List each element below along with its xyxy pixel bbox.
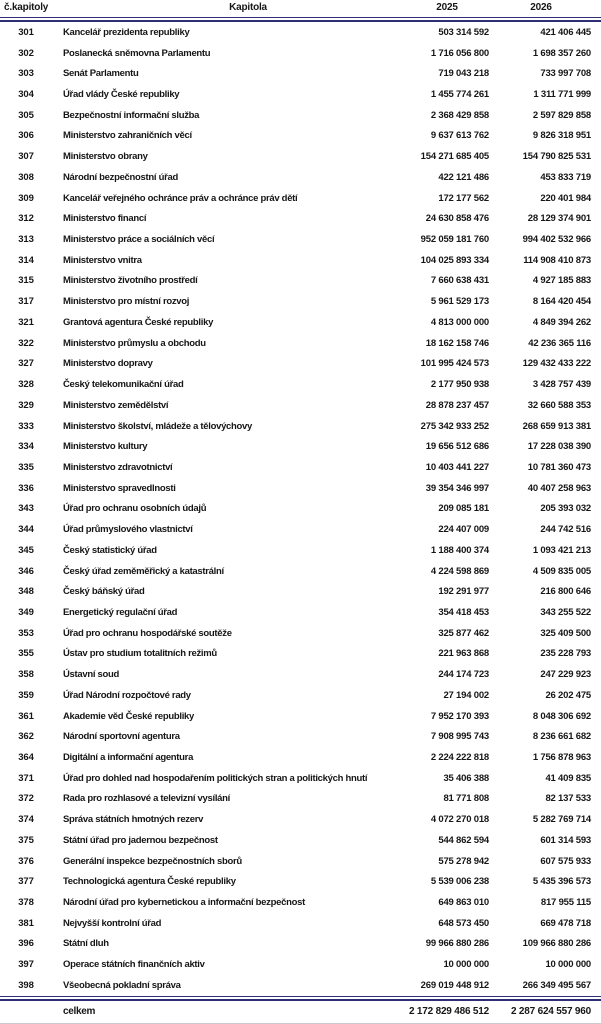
- amount-2026: 244 742 516: [540, 524, 591, 536]
- chapter-name: Technologická agentura České republiky: [63, 876, 236, 888]
- chapter-name: Digitální a informační agentura: [63, 752, 194, 764]
- chapter-name: Operace státních finančních aktiv: [63, 959, 205, 971]
- chapter-name: Ministerstvo průmyslu a obchodu: [63, 337, 206, 349]
- chapter-number: 377: [18, 876, 34, 888]
- chapter-name: Správa státních hmotných rezerv: [63, 814, 204, 826]
- chapter-number: 328: [18, 379, 34, 391]
- chapter-number: 309: [18, 192, 34, 204]
- chapter-name: Senát Parlamentu: [63, 68, 139, 80]
- chapter-number: 348: [18, 586, 34, 598]
- table-row: [0, 664, 601, 685]
- chapter-number: 305: [18, 109, 34, 121]
- amount-2025: 172 177 562: [438, 192, 489, 204]
- table-row: [0, 706, 601, 727]
- chapter-number: 343: [18, 503, 34, 515]
- amount-2026: 325 409 500: [540, 627, 591, 639]
- table-row: [0, 229, 601, 250]
- table-row: [0, 188, 601, 209]
- chapter-name: Grantová agentura České republiky: [63, 316, 214, 328]
- chapter-name: Ministerstvo školství, mládeže a tělovýchovy: [63, 420, 253, 432]
- chapter-number: 353: [18, 627, 34, 639]
- amount-2026: 129 432 433 222: [522, 358, 591, 370]
- chapter-name: Nejvyšší kontrolní úřad: [63, 917, 162, 929]
- amount-2025: 7 908 995 743: [430, 731, 489, 743]
- amount-2025: 648 573 450: [438, 917, 489, 929]
- amount-2025: 952 059 181 760: [420, 234, 489, 246]
- table-row: [0, 354, 601, 375]
- table-row: [0, 830, 601, 851]
- chapter-name: Ministerstvo zahraničních věcí: [63, 130, 192, 142]
- amount-2026: 8 236 661 682: [532, 731, 591, 743]
- table-row: [0, 84, 601, 105]
- amount-2025: 4 813 000 000: [430, 316, 489, 328]
- amount-2026: 266 349 495 567: [522, 979, 591, 991]
- chapter-number: 346: [18, 565, 34, 577]
- amount-2026: 8 048 306 692: [532, 710, 591, 722]
- chapter-name: Všeobecná pokladní správa: [63, 979, 181, 991]
- chapter-number: 359: [18, 689, 34, 701]
- chapter-name: Ministerstvo kultury: [63, 441, 148, 453]
- table-row: [0, 768, 601, 789]
- chapter-number: 336: [18, 482, 34, 494]
- amount-2025: 4 224 598 869: [430, 565, 489, 577]
- amount-2025: 35 406 388: [443, 772, 489, 784]
- amount-2026: 247 229 923: [540, 669, 591, 681]
- amount-2026: 4 927 185 883: [532, 275, 591, 287]
- amount-2025: 224 407 009: [438, 524, 489, 536]
- chapter-name: Český báňský úřad: [63, 586, 145, 598]
- table-row: [0, 602, 601, 623]
- amount-2026: 5 435 396 573: [532, 876, 591, 888]
- amount-2025: 1 188 400 374: [430, 544, 489, 556]
- chapter-number: 376: [18, 855, 34, 867]
- chapter-number: 378: [18, 897, 34, 909]
- chapter-number: 375: [18, 834, 34, 846]
- amount-2026: 10 000 000: [545, 959, 591, 971]
- amount-2026: 205 393 032: [540, 503, 591, 515]
- chapter-number: 333: [18, 420, 34, 432]
- chapter-name: Český úřad zeměměřický a katastrální: [63, 565, 224, 577]
- chapter-name: Úřad pro ochranu osobních údajů: [63, 503, 207, 515]
- amount-2025: 28 878 237 457: [425, 399, 489, 411]
- table-body: [0, 22, 601, 996]
- amount-2026: 9 826 318 951: [532, 130, 591, 142]
- amount-2026: 343 255 522: [540, 606, 591, 618]
- amount-2025: 269 019 448 912: [420, 979, 489, 991]
- amount-2026: 733 997 708: [540, 68, 591, 80]
- table-row: [0, 623, 601, 644]
- chapter-number: 304: [18, 89, 34, 101]
- header-year-2025: 2025: [436, 2, 458, 13]
- table-row: [0, 167, 601, 188]
- amount-2025: 275 342 933 252: [420, 420, 489, 432]
- amount-2025: 9 637 613 762: [430, 130, 489, 142]
- table-row: [0, 499, 601, 520]
- chapter-number: 322: [18, 337, 34, 349]
- chapter-number: 397: [18, 959, 34, 971]
- chapter-number: 321: [18, 316, 34, 328]
- chapter-name: Úřad vlády České republiky: [63, 89, 180, 101]
- amount-2025: 325 877 462: [438, 627, 489, 639]
- amount-2025: 81 771 808: [443, 793, 489, 805]
- table-row: [0, 561, 601, 582]
- amount-2026: 42 236 365 116: [528, 337, 591, 349]
- table-row: [0, 457, 601, 478]
- chapter-number: 364: [18, 752, 34, 764]
- chapter-name: Poslanecká sněmovna Parlamentu: [63, 47, 211, 59]
- chapter-name: Český telekomunikační úřad: [63, 379, 184, 391]
- chapter-number: 308: [18, 171, 34, 183]
- amount-2025: 19 656 512 686: [425, 441, 489, 453]
- amount-2025: 10 403 441 227: [425, 461, 489, 473]
- table-row: [0, 333, 601, 354]
- table-row: [0, 913, 601, 934]
- amount-2026: 8 164 420 454: [532, 296, 591, 308]
- chapter-name: Národní bezpečnostní úřad: [63, 171, 178, 183]
- table-row: [0, 478, 601, 499]
- amount-2026: 41 409 835: [545, 772, 591, 784]
- chapter-number: 398: [18, 979, 34, 991]
- amount-2025: 104 025 893 334: [420, 254, 489, 266]
- amount-2025: 7 952 170 393: [430, 710, 489, 722]
- amount-2025: 2 368 429 858: [430, 109, 489, 121]
- table-row: [0, 208, 601, 229]
- amount-2025: 503 314 592: [438, 26, 489, 38]
- amount-2026: 235 228 793: [540, 648, 591, 660]
- chapter-name: Generální inspekce bezpečnostních sborů: [63, 855, 242, 867]
- amount-2025: 2 177 950 938: [430, 379, 489, 391]
- amount-2025: 221 963 868: [438, 648, 489, 660]
- header-chapter-number: č.kapitoly: [4, 2, 49, 13]
- chapter-name: Ministerstvo financí: [63, 213, 147, 225]
- chapter-name: Český statistický úřad: [63, 544, 157, 556]
- table-row: [0, 395, 601, 416]
- amount-2026: 1 093 421 213: [532, 544, 591, 556]
- chapter-name: Ministerstvo obrany: [63, 151, 148, 163]
- table-row: [0, 540, 601, 561]
- table-row: [0, 644, 601, 665]
- amount-2026: 4 849 394 262: [532, 316, 591, 328]
- chapter-name: Ministerstvo dopravy: [63, 358, 153, 370]
- amount-2026: 1 311 771 999: [533, 89, 591, 101]
- chapter-number: 345: [18, 544, 34, 556]
- amount-2025: 24 630 858 476: [425, 213, 489, 225]
- table-row: [0, 436, 601, 457]
- chapter-number: 374: [18, 814, 34, 826]
- chapter-name: Rada pro rozhlasové a televizní vysílání: [63, 793, 230, 805]
- amount-2026: 4 509 835 005: [532, 565, 591, 577]
- total-label: celkem: [63, 1005, 96, 1017]
- table-row: [0, 312, 601, 333]
- amount-2025: 2 224 222 818: [430, 752, 489, 764]
- amount-2026: 669 478 718: [540, 917, 591, 929]
- amount-2026: 1 698 357 260: [532, 47, 591, 59]
- amount-2026: 114 908 410 873: [523, 254, 591, 266]
- chapter-number: 355: [18, 648, 34, 660]
- amount-2026: 10 781 360 473: [527, 461, 591, 473]
- table-row: [0, 747, 601, 768]
- header-year-2026: 2026: [530, 2, 552, 13]
- amount-2025: 5 961 529 173: [430, 296, 489, 308]
- amount-2025: 719 043 218: [438, 68, 489, 80]
- table-row: [0, 685, 601, 706]
- table-row: [0, 954, 601, 975]
- chapter-name: Bezpečnostní informační služba: [63, 109, 200, 121]
- chapter-name: Úřad Národní rozpočtové rady: [63, 689, 191, 701]
- amount-2025: 1 455 774 261: [430, 89, 489, 101]
- chapter-name: Ministerstvo práce a sociálních věcí: [63, 234, 215, 246]
- chapter-number: 362: [18, 731, 34, 743]
- chapter-name: Státní dluh: [63, 938, 109, 950]
- chapter-name: Ministerstvo spravedlnosti: [63, 482, 176, 494]
- table-row: [0, 126, 601, 147]
- table-row: [0, 789, 601, 810]
- amount-2025: 1 716 056 800: [430, 47, 489, 59]
- chapter-number: 303: [18, 68, 34, 80]
- amount-2025: 354 418 453: [438, 606, 489, 618]
- chapter-number: 344: [18, 524, 34, 536]
- chapter-name: Ministerstvo zdravotnictví: [63, 461, 173, 473]
- chapter-number: 329: [18, 399, 34, 411]
- amount-2026: 601 314 593: [540, 834, 591, 846]
- amount-2026: 82 137 533: [545, 793, 591, 805]
- table-row: [0, 871, 601, 892]
- amount-2025: 209 085 181: [438, 503, 489, 515]
- table-row: [0, 934, 601, 955]
- amount-2026: 453 833 719: [540, 171, 591, 183]
- amount-2026: 216 800 646: [540, 586, 591, 598]
- chapter-number: 334: [18, 441, 34, 453]
- amount-2026: 607 575 933: [540, 855, 591, 867]
- total-amount-2025: 2 172 829 486 512: [408, 1005, 489, 1017]
- table-row: [0, 581, 601, 602]
- amount-2025: 99 966 880 286: [425, 938, 489, 950]
- amount-2026: 28 129 374 901: [527, 213, 591, 225]
- table-row: [0, 63, 601, 84]
- chapter-number: 314: [18, 254, 34, 266]
- chapter-number: 306: [18, 130, 34, 142]
- chapter-name: Úřad průmyslového vlastnictví: [63, 524, 193, 536]
- amount-2025: 18 162 158 746: [425, 337, 489, 349]
- chapter-name: Národní úřad pro kybernetickou a informační bezpečnost: [63, 897, 305, 909]
- amount-2025: 5 539 006 238: [430, 876, 489, 888]
- chapter-name: Národní sportovní agentura: [63, 731, 180, 743]
- chapter-number: 349: [18, 606, 34, 618]
- amount-2026: 17 228 038 390: [527, 441, 591, 453]
- amount-2025: 101 995 424 573: [420, 358, 489, 370]
- amount-2025: 649 863 010: [438, 897, 489, 909]
- amount-2025: 192 291 977: [438, 586, 489, 598]
- table-row: [0, 809, 601, 830]
- chapter-name: Akademie věd České republiky: [63, 710, 195, 722]
- chapter-number: 317: [18, 296, 34, 308]
- amount-2026: 32 660 588 353: [527, 399, 591, 411]
- chapter-number: 361: [18, 710, 34, 722]
- amount-2026: 40 407 258 963: [527, 482, 591, 494]
- chapter-name: Ministerstvo vnitra: [63, 254, 142, 266]
- table-row: [0, 22, 601, 43]
- chapter-name: Státní úřad pro jadernou bezpečnost: [63, 834, 218, 846]
- table-row: [0, 43, 601, 64]
- chapter-number: 313: [18, 234, 34, 246]
- amount-2026: 109 966 880 286: [522, 938, 591, 950]
- table-row: [0, 374, 601, 395]
- total-row: [0, 1001, 601, 1022]
- chapter-name: Ústav pro studium totalitních režimů: [63, 648, 217, 660]
- amount-2026: 421 406 445: [540, 26, 591, 38]
- table-row: [0, 726, 601, 747]
- chapter-number: 315: [18, 275, 34, 287]
- table-header: [0, 0, 601, 17]
- amount-2026: 5 282 769 714: [532, 814, 591, 826]
- amount-2025: 244 174 723: [438, 669, 489, 681]
- amount-2026: 1 756 878 963: [532, 752, 591, 764]
- table-row: [0, 291, 601, 312]
- amount-2025: 575 278 942: [438, 855, 489, 867]
- amount-2025: 154 271 685 405: [420, 151, 489, 163]
- amount-2025: 10 000 000: [443, 959, 489, 971]
- chapter-number: 381: [18, 917, 34, 929]
- table-row: [0, 892, 601, 913]
- total-amount-2026: 2 287 624 557 960: [510, 1005, 591, 1017]
- amount-2026: 994 402 532 966: [522, 234, 591, 246]
- chapter-name: Úřad pro dohled nad hospodařením politických stran a politických hnutí: [63, 772, 368, 784]
- table-row: [0, 146, 601, 167]
- table-row: [0, 975, 601, 996]
- chapter-name: Úřad pro ochranu hospodářské soutěže: [63, 627, 232, 639]
- chapter-name: Ústavní soud: [63, 669, 120, 681]
- amount-2026: 268 659 913 381: [522, 420, 591, 432]
- amount-2025: 39 354 346 997: [425, 482, 489, 494]
- chapter-name: Ministerstvo pro místní rozvoj: [63, 296, 190, 308]
- amount-2026: 220 401 984: [540, 192, 591, 204]
- chapter-number: 301: [18, 26, 34, 38]
- amount-2026: 3 428 757 439: [532, 379, 591, 391]
- chapter-number: 327: [18, 358, 34, 370]
- header-chapter-name: Kapitola: [229, 2, 267, 13]
- table-row: [0, 271, 601, 292]
- table-row: [0, 250, 601, 271]
- amount-2025: 27 194 002: [443, 689, 489, 701]
- table-row: [0, 519, 601, 540]
- table-row: [0, 416, 601, 437]
- amount-2026: 817 955 115: [540, 897, 591, 909]
- chapter-name: Energetický regulační úřad: [63, 606, 178, 618]
- chapter-name: Kancelář prezidenta republiky: [63, 26, 190, 38]
- chapter-number: 312: [18, 213, 34, 225]
- chapter-number: 302: [18, 47, 34, 59]
- amount-2025: 544 862 594: [438, 834, 489, 846]
- table-row: [0, 105, 601, 126]
- chapter-name: Kancelář veřejného ochránce práv a ochránce práv dětí: [63, 192, 298, 204]
- chapter-number: 358: [18, 669, 34, 681]
- amount-2026: 2 597 829 858: [532, 109, 591, 121]
- chapter-number: 371: [18, 772, 34, 784]
- amount-2026: 26 202 475: [545, 689, 591, 701]
- chapter-name: Ministerstvo životního prostředí: [63, 275, 198, 287]
- amount-2025: 4 072 270 018: [430, 814, 489, 826]
- chapter-number: 307: [18, 151, 34, 163]
- amount-2026: 154 790 825 531: [522, 151, 591, 163]
- amount-2025: 422 121 486: [438, 171, 489, 183]
- chapter-number: 372: [18, 793, 34, 805]
- chapter-number: 335: [18, 461, 34, 473]
- amount-2025: 7 660 638 431: [430, 275, 489, 287]
- table-row: [0, 851, 601, 872]
- chapter-number: 396: [18, 938, 34, 950]
- chapter-name: Ministerstvo zemědělství: [63, 399, 169, 411]
